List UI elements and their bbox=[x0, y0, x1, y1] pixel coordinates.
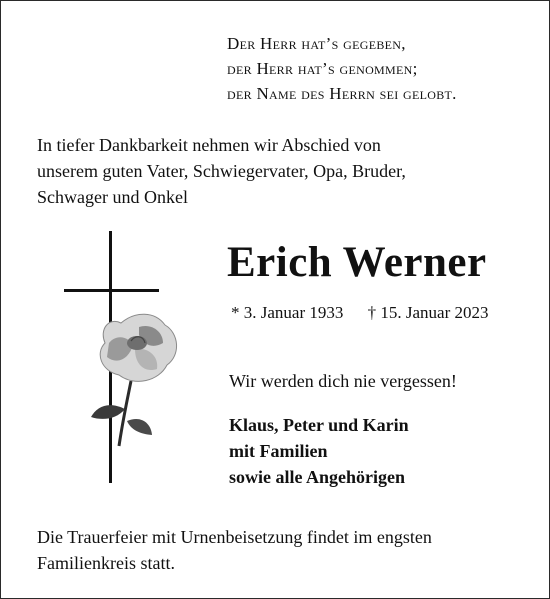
mourners-line: mit Familien bbox=[229, 441, 328, 461]
intro-line: unserem guten Vater, Schwiegervater, Opa, Bruder, bbox=[37, 161, 406, 181]
birth-date: * 3. Januar 1933 bbox=[231, 303, 344, 322]
verse-line: der Herr hat’s genommen; bbox=[227, 59, 418, 78]
rose-icon bbox=[91, 314, 177, 446]
closing-line: Familienkreis statt. bbox=[37, 553, 175, 573]
cross-and-rose-illustration bbox=[39, 231, 209, 491]
deceased-name: Erich Werner bbox=[227, 239, 487, 286]
closing-line: Die Trauerfeier mit Urnenbeisetzung findet im engsten bbox=[37, 527, 432, 547]
remembrance-motto: Wir werden dich nie vergessen! bbox=[229, 371, 457, 391]
funeral-note bbox=[37, 524, 537, 576]
intro-line: In tiefer Dankbarkeit nehmen wir Abschied von bbox=[37, 135, 381, 155]
mourners-list bbox=[229, 412, 409, 490]
farewell-intro bbox=[37, 132, 527, 210]
mourners-line: sowie alle Angehörigen bbox=[229, 467, 405, 487]
mourners-line: Klaus, Peter und Karin bbox=[229, 415, 409, 435]
death-date: † 15. Januar 2023 bbox=[367, 303, 489, 322]
verse-line: der Name des Herrn sei gelobt. bbox=[227, 84, 457, 103]
life-dates bbox=[231, 301, 489, 325]
intro-line: Schwager und Onkel bbox=[37, 187, 188, 207]
verse-line: Der Herr hat’s gegeben, bbox=[227, 34, 406, 53]
bible-verse bbox=[227, 31, 547, 106]
